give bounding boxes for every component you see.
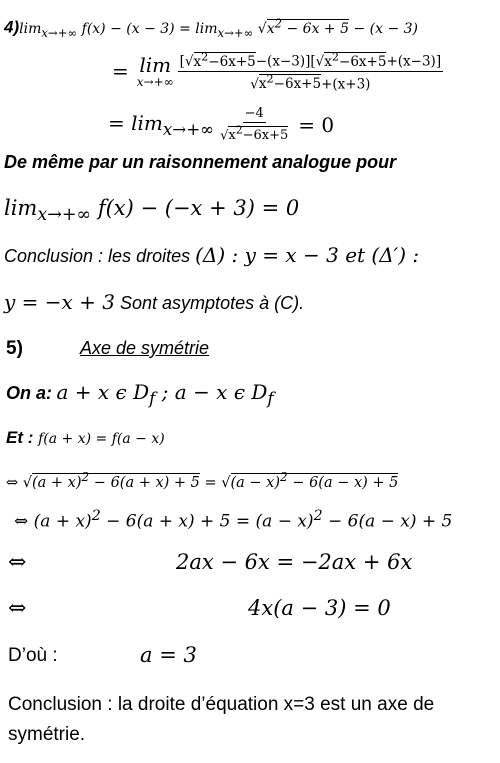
on-a-label: On a: <box>6 383 53 403</box>
analogue-text: De même par un raisonnement analogue pour <box>4 152 397 172</box>
q4-line1 <box>4 16 418 39</box>
limit-operator <box>137 53 174 89</box>
solution-a: a = 3 <box>140 643 197 667</box>
limit-result: = 0 <box>298 112 335 137</box>
lim-word: lim <box>139 53 172 77</box>
on-a-line <box>6 380 274 408</box>
fraction-numerator: $[√x^2-6x+5-(x-3)][√x^2-6x+5+(x-3)]$ <box>179 50 442 70</box>
equivalence-line-3: 2ax − 6x = −2ax + 6x <box>176 550 413 574</box>
q4-limit-expression: $\lim_{x\to+\infty} f(x) - (x - 3) = \lim_{x\to+\infty} √x^2 - 6x + 5 - (x - 3)$ <box>19 16 419 40</box>
asymptote-statement <box>4 290 304 314</box>
q4-line3 <box>108 106 334 143</box>
equivalence-line-2: ⇔ $(a + x)^2 - 6(a + x) + 5 = (a - x)^2 - 6(a - x) + 5$ <box>14 508 453 532</box>
equivalence-line-4: 4x(a − 3) = 0 <box>248 596 391 620</box>
limit-negative-asymptote: $\lim_{x\to+\infty} f(x) - (-x + 3) = 0$ <box>4 196 300 226</box>
equals-sign: = <box>112 59 129 83</box>
equivalence-symbol-3: ⇔ <box>8 550 27 575</box>
q4-number: 4) <box>4 17 20 37</box>
conjugate-fraction <box>178 50 443 92</box>
conclusion-asymptotes <box>4 243 419 267</box>
symmetry-condition: f(a + x) = f(a − x) <box>38 431 165 447</box>
et-label: Et : <box>6 428 39 447</box>
equivalence-symbol-4: ⇔ <box>8 596 27 621</box>
domain-condition: a + x ϵ $D_f$ ; a − x ϵ $D_f$ <box>56 380 274 408</box>
asymptote-equation: y = −x + 3 <box>4 290 116 314</box>
fraction-numerator: −4 <box>244 106 264 121</box>
q5-number: 5) <box>6 338 23 359</box>
q4-line2 <box>112 50 443 92</box>
final-conclusion: Conclusion : la droite d’équation x=3 est un axe de symétrie. <box>8 694 435 745</box>
et-line <box>6 428 165 448</box>
limit-fraction <box>218 106 290 143</box>
conclusion-math: (Δ) : y = x − 3 et (Δ′) : <box>195 243 420 267</box>
q5-title: Axe de symétrie <box>80 338 210 358</box>
dou-label: D’où : <box>8 645 58 666</box>
equivalence-line-1: ⇔ $√(a + x)^2 - 6(a + x) + 5 = √(a - x)^2 - 6(a - x) + 5$ <box>6 470 399 491</box>
conclusion-label: Conclusion : les droites <box>4 246 196 266</box>
limit-prefix: = $\lim_{x\to+\infty}$ <box>108 110 215 139</box>
asymptote-text: Sont asymptotes à (C). <box>115 293 305 313</box>
fraction-denominator: $√x^2-6x+5$ <box>220 124 289 144</box>
lim-subscript: x→+∞ <box>136 75 174 89</box>
fraction-denominator: $√x^2-6x+5+(x+3)$ <box>250 72 371 92</box>
